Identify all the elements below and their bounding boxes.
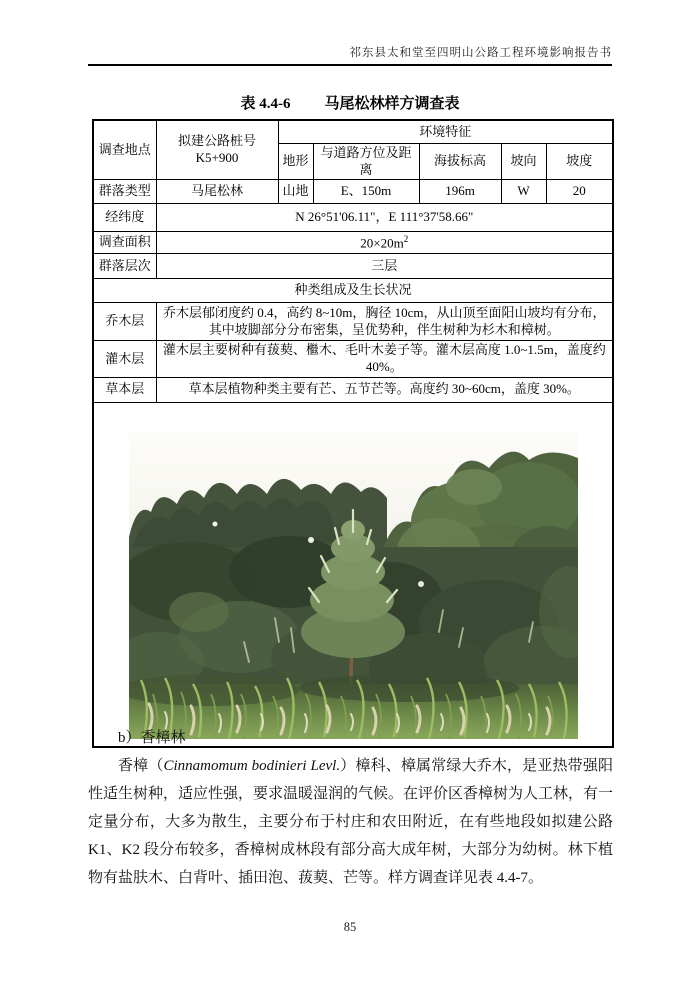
paragraph-end: ）樟科、樟属常绿大乔木，是亚热带强阳性适生树种，适应性强，要求温暖湿润的气候。在评价区香樟树为人工林，有一定量分布，大多为散生，主要分布于村庄和农田附近，在有些地段如拟建公路 K1、K2 段分布较多，香樟树成林段有部分高大成年树，大部分为幼树。林下植物有盐肤木、白背叶、插田泡、菝葜、芒等。样方调查详见表 4.4-7。 (88, 758, 614, 886)
area-value (156, 232, 613, 254)
table-row (93, 377, 613, 402)
area-value-sup: 2 (403, 233, 409, 244)
table-row (93, 232, 613, 254)
shrub-layer-label: 灌木层 (93, 341, 156, 377)
latlon-label: 经纬度 (93, 204, 156, 232)
survey-table (92, 119, 614, 748)
community-type-label: 群落类型 (93, 180, 156, 204)
area-value-base: 20×20m (360, 235, 404, 251)
area-label: 调查面积 (93, 232, 156, 254)
aspect-header: 坡向 (501, 144, 546, 180)
stake-cell (156, 120, 278, 180)
table-row (93, 402, 613, 747)
forest-photo (129, 432, 578, 739)
elevation-header: 海拔标高 (419, 144, 501, 180)
table-title: 马尾松林样方调查表 (324, 96, 460, 112)
herb-layer-value: 草本层植物种类主要有芒、五节芒等。高度约 30~60cm，盖度 30%。 (156, 377, 613, 402)
composition-header: 种类组成及生长状况 (93, 279, 613, 303)
terrain-value: 山地 (278, 180, 313, 204)
terrain-header: 地形 (278, 144, 313, 180)
header-rule (88, 64, 612, 66)
table-caption (88, 92, 612, 113)
layers-value: 三层 (156, 254, 613, 279)
community-type-value: 马尾松林 (156, 180, 278, 204)
road-header: 与道路方位及距离 (313, 144, 419, 180)
table-row (93, 279, 613, 303)
paragraph-start: 香樟（ (118, 758, 164, 774)
shrub-layer-value: 灌木层主要树种有菝葜、檵木、毛叶木姜子等。灌木层高度 1.0~1.5m，盖度约 40%。 (156, 341, 613, 377)
latin-species-name: Cinnamomum bodinieri Levl. (163, 758, 341, 774)
table-row (93, 254, 613, 279)
page-number: 85 (343, 920, 357, 934)
latlon-value: N 26°51'06.11"，E 111°37'58.66" (156, 204, 613, 232)
table-row (93, 341, 613, 377)
env-header-cell: 环境特征 (278, 120, 613, 144)
road-value: E、150m (313, 180, 419, 204)
herb-layer-label: 草本层 (93, 377, 156, 402)
tree-layer-value: 乔木层郁闭度约 0.4，高约 8~10m，胸径 10cm，从山顶至面阳山坡均有分布，其中坡脚部分分布密集，呈优势种，伴生树种为杉木和樟树。 (156, 303, 613, 341)
subheading-camphor: b）香樟林 (118, 730, 186, 746)
paragraph-camphor (88, 752, 613, 892)
running-header: 祁东县太和堂至四明山公路工程环境影响报告书 (349, 47, 612, 59)
layers-label: 群落层次 (93, 254, 156, 279)
aspect-value: W (501, 180, 546, 204)
photo-cell (93, 402, 613, 747)
table-row (93, 180, 613, 204)
body-text-section (88, 724, 613, 892)
elevation-value: 196m (419, 180, 501, 204)
table-number: 表 4.4-6 (240, 96, 291, 112)
tree-layer-label: 乔木层 (93, 303, 156, 341)
stake-value: K5+900 (195, 150, 239, 166)
table-row (93, 204, 613, 232)
slope-header: 坡度 (546, 144, 613, 180)
site-label-cell: 调查地点 (93, 120, 156, 180)
forest-photo-illustration (129, 432, 578, 739)
table-row (93, 303, 613, 341)
table-row (93, 120, 613, 144)
stake-label: 拟建公路桩号 (177, 133, 256, 149)
slope-value: 20 (546, 180, 613, 204)
